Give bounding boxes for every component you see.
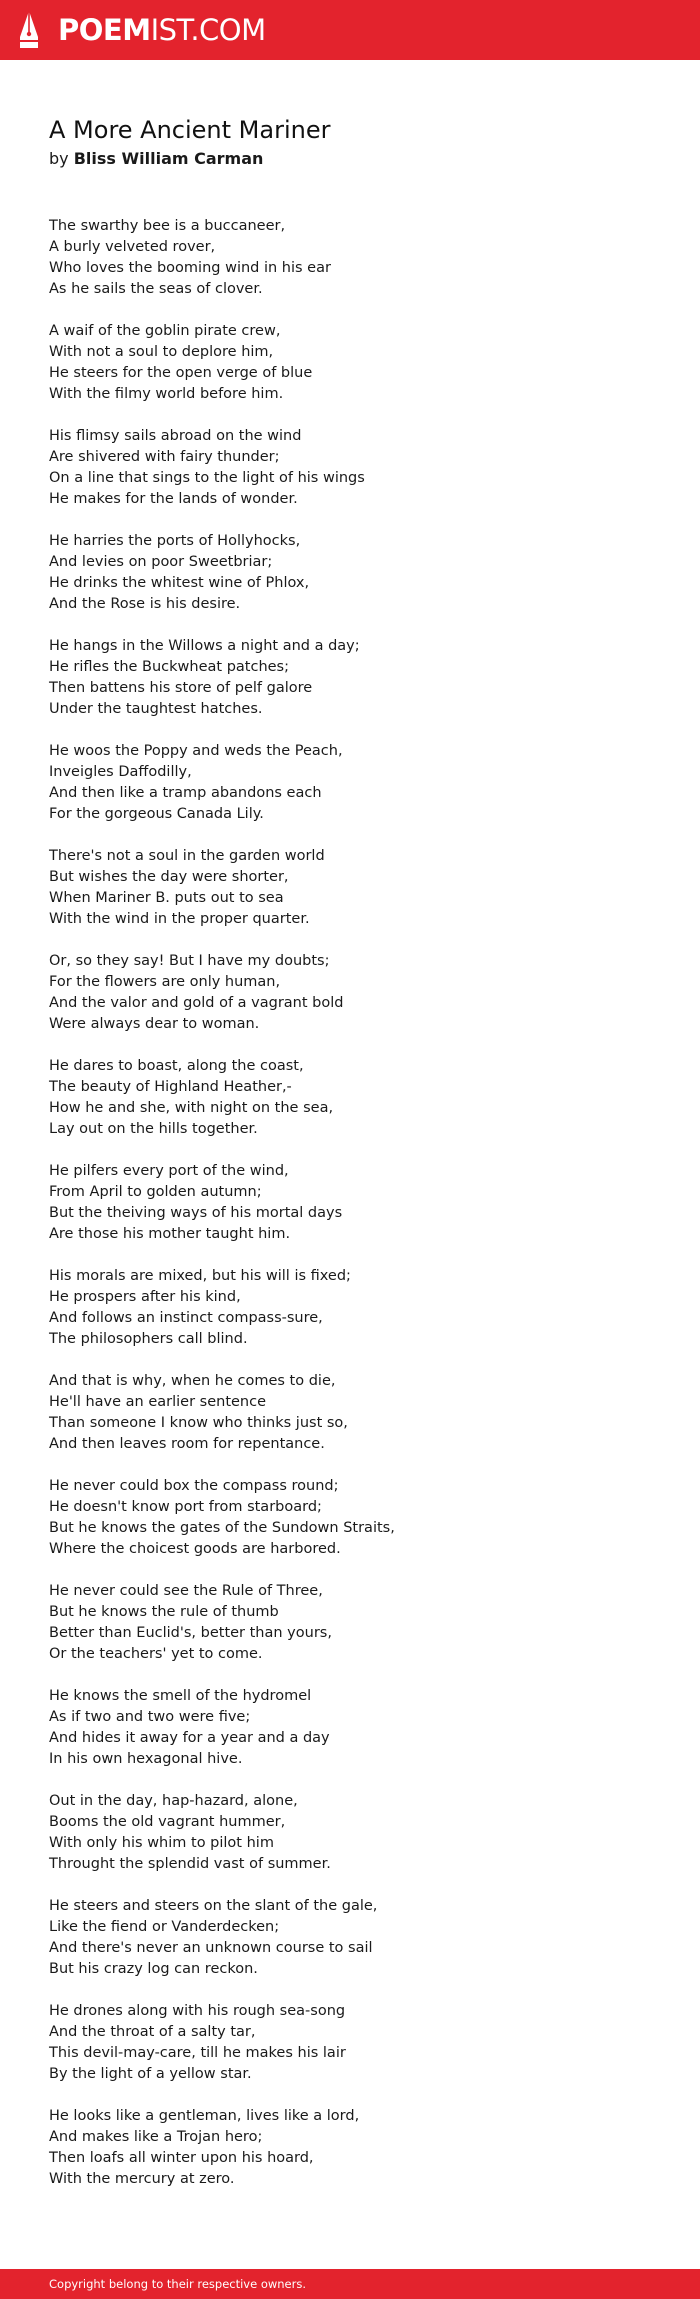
poem-line: The beauty of Highland Heather,- bbox=[49, 1079, 292, 1095]
poem-stanza bbox=[49, 531, 649, 615]
poem-line: A waif of the goblin pirate crew, bbox=[49, 323, 281, 339]
poem-line: With the filmy world before him. bbox=[49, 386, 284, 402]
poem-line: This devil-may-care, till he makes his lair bbox=[49, 2045, 346, 2061]
poem-stanza bbox=[49, 1161, 649, 1245]
poem-stanza bbox=[49, 2106, 649, 2190]
poem-line: And levies on poor Sweetbriar; bbox=[49, 554, 273, 570]
poem-line: Are shivered with fairy thunder; bbox=[49, 449, 280, 465]
poem-line: By the light of a yellow star. bbox=[49, 2066, 252, 2082]
poem-line: How he and she, with night on the sea, bbox=[49, 1100, 334, 1116]
poem-line: And that is why, when he comes to die, bbox=[49, 1373, 336, 1389]
poem-line: A burly velveted rover, bbox=[49, 239, 216, 255]
poem-stanza bbox=[49, 1476, 649, 1560]
poem-line: Or the teachers' yet to come. bbox=[49, 1646, 263, 1662]
poem-line: The swarthy bee is a buccaneer, bbox=[49, 218, 286, 234]
poem-line: He makes for the lands of wonder. bbox=[49, 491, 298, 507]
poem-line: And hides it away for a year and a day bbox=[49, 1730, 330, 1746]
logo-wordmark-thin: IST.COM bbox=[150, 13, 266, 47]
poem-content bbox=[49, 114, 649, 2211]
poem-line: Who loves the booming wind in his ear bbox=[49, 260, 331, 276]
poem-line: And then leaves room for repentance. bbox=[49, 1436, 325, 1452]
poem-line: And makes like a Trojan hero; bbox=[49, 2129, 263, 2145]
poem-line: When Mariner B. puts out to sea bbox=[49, 890, 284, 906]
poem-line: Than someone I know who thinks just so, bbox=[49, 1415, 348, 1431]
poem-line: And the throat of a salty tar, bbox=[49, 2024, 256, 2040]
poem-line: Out in the day, hap-hazard, alone, bbox=[49, 1793, 298, 1809]
poem-stanza bbox=[49, 216, 649, 300]
poem-byline bbox=[49, 148, 649, 170]
poem-stanza bbox=[49, 321, 649, 405]
poem-line: He never could see the Rule of Three, bbox=[49, 1583, 323, 1599]
poem-line: And the Rose is his desire. bbox=[49, 596, 241, 612]
poem-line: As if two and two were five; bbox=[49, 1709, 251, 1725]
poem-line: Better than Euclid's, better than yours, bbox=[49, 1625, 332, 1641]
poem-line: In his own hexagonal hive. bbox=[49, 1751, 243, 1767]
poem-line: There's not a soul in the garden world bbox=[49, 848, 325, 864]
poem-line: But he knows the gates of the Sundown Straits, bbox=[49, 1520, 395, 1536]
copyright-text: Copyright belong to their respective owners. bbox=[49, 2277, 307, 2291]
pen-nib-icon bbox=[18, 10, 40, 50]
poem-stanza bbox=[49, 636, 649, 720]
poem-line: With not a soul to deplore him, bbox=[49, 344, 274, 360]
poem-line: On a line that sings to the light of his wings bbox=[49, 470, 365, 486]
poem-line: He pilfers every port of the wind, bbox=[49, 1163, 289, 1179]
poem-stanza bbox=[49, 1581, 649, 1665]
poem-stanza bbox=[49, 2001, 649, 2085]
poem-line: He looks like a gentleman, lives like a lord, bbox=[49, 2108, 360, 2124]
poem-line: Like the fiend or Vanderdecken; bbox=[49, 1919, 280, 1935]
poem-line: He woos the Poppy and weds the Peach, bbox=[49, 743, 343, 759]
poem-stanza bbox=[49, 846, 649, 930]
poem-line: He'll have an earlier sentence bbox=[49, 1394, 267, 1410]
poem-line: His morals are mixed, but his will is fixed; bbox=[49, 1268, 351, 1284]
poem-stanza bbox=[49, 1056, 649, 1140]
poem-line: He hangs in the Willows a night and a day; bbox=[49, 638, 360, 654]
poem-stanza bbox=[49, 1266, 649, 1350]
poem-line: With the wind in the proper quarter. bbox=[49, 911, 310, 927]
poem-body bbox=[49, 216, 649, 2190]
poem-stanza bbox=[49, 741, 649, 825]
poem-line: Booms the old vagrant hummer, bbox=[49, 1814, 286, 1830]
poem-stanza bbox=[49, 951, 649, 1035]
poem-line: He harries the ports of Hollyhocks, bbox=[49, 533, 301, 549]
poem-line: With the mercury at zero. bbox=[49, 2171, 235, 2187]
poem-stanza bbox=[49, 1371, 649, 1455]
poem-line: For the gorgeous Canada Lily. bbox=[49, 806, 264, 822]
poem-line: With only his whim to pilot him bbox=[49, 1835, 274, 1851]
poem-line: He steers and steers on the slant of the gale, bbox=[49, 1898, 378, 1914]
poem-stanza bbox=[49, 426, 649, 510]
poem-line: But he knows the rule of thumb bbox=[49, 1604, 279, 1620]
poem-author[interactable]: Bliss William Carman bbox=[73, 149, 264, 168]
poem-line: And then like a tramp abandons each bbox=[49, 785, 322, 801]
poem-line: From April to golden autumn; bbox=[49, 1184, 262, 1200]
poem-line: As he sails the seas of clover. bbox=[49, 281, 263, 297]
poem-line: He steers for the open verge of blue bbox=[49, 365, 313, 381]
poem-line: The philosophers call blind. bbox=[49, 1331, 248, 1347]
poem-line: His flimsy sails abroad on the wind bbox=[49, 428, 302, 444]
poem-line: He dares to boast, along the coast, bbox=[49, 1058, 304, 1074]
poem-line: Throught the splendid vast of summer. bbox=[49, 1856, 331, 1872]
poem-line: He doesn't know port from starboard; bbox=[49, 1499, 322, 1515]
poem-stanza bbox=[49, 1791, 649, 1875]
poem-line: Or, so they say! But I have my doubts; bbox=[49, 953, 330, 969]
site-logo[interactable] bbox=[18, 9, 266, 51]
poem-line: But wishes the day were shorter, bbox=[49, 869, 289, 885]
poem-stanza bbox=[49, 1686, 649, 1770]
poem-title: A More Ancient Mariner bbox=[49, 116, 331, 144]
by-label: by bbox=[49, 149, 69, 168]
poem-line: Inveigles Daffodilly, bbox=[49, 764, 192, 780]
logo-wordmark-bold: POEM bbox=[58, 13, 151, 47]
site-header bbox=[0, 0, 700, 60]
poem-stanza bbox=[49, 1896, 649, 1980]
poem-line: Where the choicest goods are harbored. bbox=[49, 1541, 341, 1557]
poem-line: But the theiving ways of his mortal days bbox=[49, 1205, 343, 1221]
site-footer bbox=[0, 2269, 700, 2299]
logo-wordmark bbox=[58, 9, 266, 51]
poem-line: And there's never an unknown course to sail bbox=[49, 1940, 373, 1956]
poem-line: And the valor and gold of a vagrant bold bbox=[49, 995, 344, 1011]
poem-line: Were always dear to woman. bbox=[49, 1016, 260, 1032]
poem-line: Then battens his store of pelf galore bbox=[49, 680, 313, 696]
poem-line: But his crazy log can reckon. bbox=[49, 1961, 258, 1977]
poem-line: Are those his mother taught him. bbox=[49, 1226, 291, 1242]
poem-line: He prospers after his kind, bbox=[49, 1289, 241, 1305]
poem-line: Under the taughtest hatches. bbox=[49, 701, 263, 717]
poem-line: And follows an instinct compass-sure, bbox=[49, 1310, 323, 1326]
poem-line: He knows the smell of the hydromel bbox=[49, 1688, 312, 1704]
poem-line: He drinks the whitest wine of Phlox, bbox=[49, 575, 310, 591]
poem-line: He rifles the Buckwheat patches; bbox=[49, 659, 290, 675]
poem-line: He drones along with his rough sea-song bbox=[49, 2003, 346, 2019]
poem-line: Then loafs all winter upon his hoard, bbox=[49, 2150, 314, 2166]
poem-line: For the flowers are only human, bbox=[49, 974, 281, 990]
poem-line: Lay out on the hills together. bbox=[49, 1121, 258, 1137]
poem-line: He never could box the compass round; bbox=[49, 1478, 339, 1494]
